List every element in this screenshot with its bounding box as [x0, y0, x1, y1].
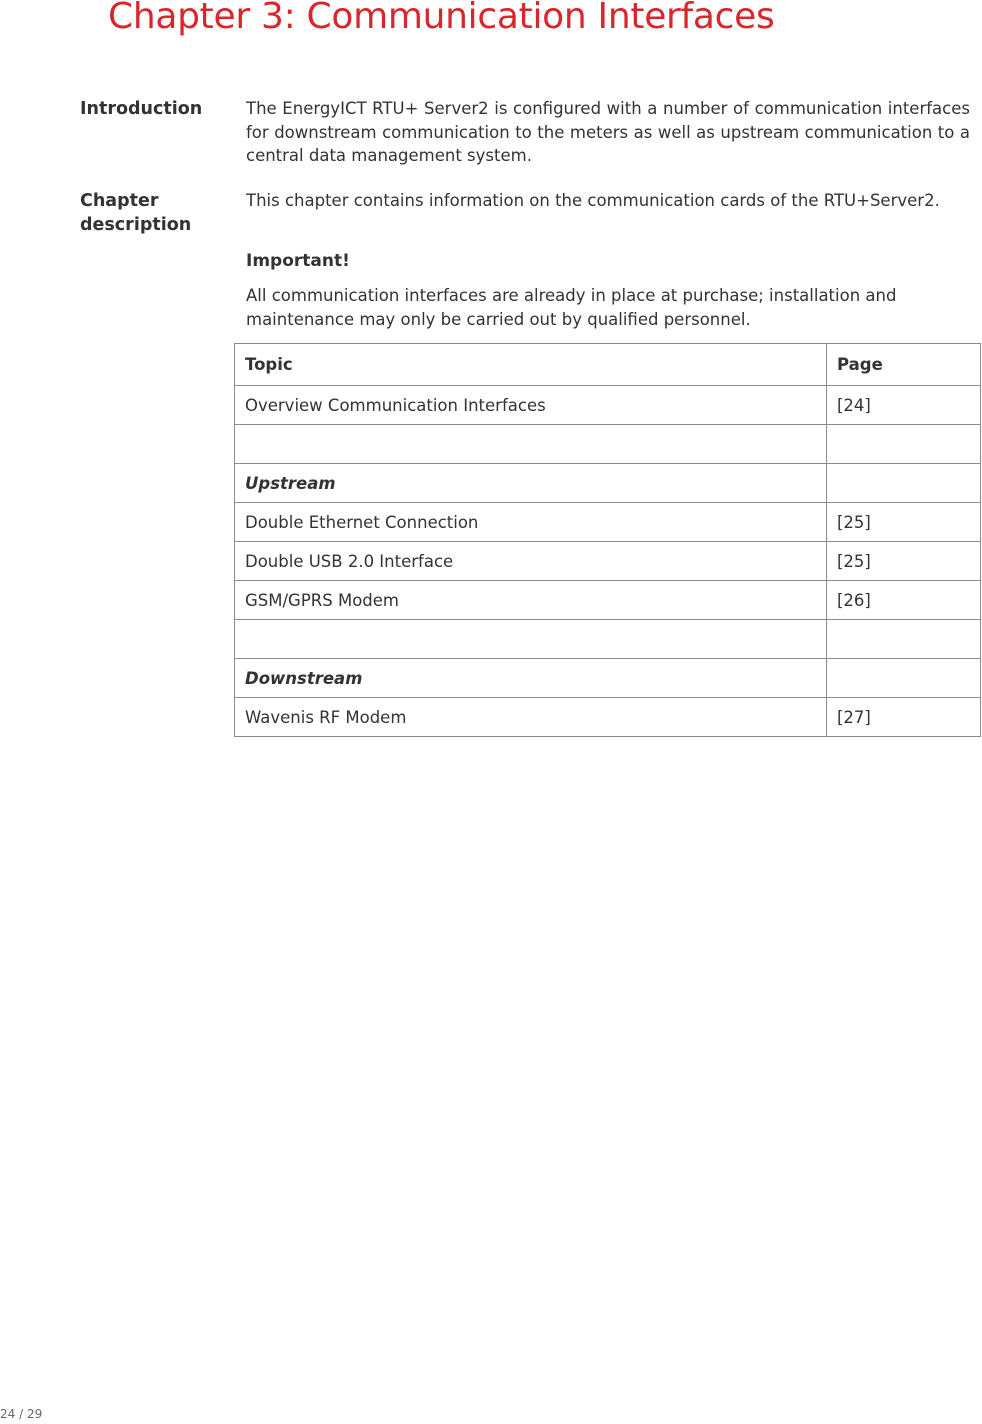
page-cell — [827, 425, 981, 464]
page-cell — [827, 620, 981, 659]
table-section-row — [235, 659, 981, 698]
table-row — [235, 581, 981, 620]
topic-cell — [235, 620, 827, 659]
page-cell — [827, 464, 981, 503]
page-cell — [827, 659, 981, 698]
topic-cell: Double USB 2.0 Interface — [235, 542, 827, 581]
topic-column-header: Topic — [235, 344, 827, 386]
table-row — [235, 425, 981, 464]
chapter-description-label-line1: Chapter — [80, 191, 159, 211]
introduction-label: Introduction — [80, 99, 203, 119]
chapter-title: Chapter 3: Communication Interfaces — [108, 0, 775, 37]
page-cell: [24] — [827, 386, 981, 425]
table-section-row — [235, 464, 981, 503]
page-column-header: Page — [827, 344, 981, 386]
table-row — [235, 698, 981, 737]
page-cell: [27] — [827, 698, 981, 737]
table-header-row — [235, 344, 981, 386]
chapter-description-text: This chapter contains information on the communication cards of the RTU+Server2. — [246, 191, 940, 210]
important-text: All communication interfaces are already in place at purchase; installation and maintenance may only be carried out by qualified personnel. — [246, 286, 897, 329]
chapter-description-label — [80, 189, 191, 237]
page-cell: [25] — [827, 503, 981, 542]
topics-table — [234, 343, 981, 737]
table-row — [235, 503, 981, 542]
page-number: 24 / 29 — [0, 1407, 43, 1421]
chapter-description-label-line2: description — [80, 215, 192, 235]
page-cell: [26] — [827, 581, 981, 620]
topics-table-body — [235, 386, 981, 737]
topic-cell: GSM/GPRS Modem — [235, 581, 827, 620]
topic-cell — [235, 425, 827, 464]
topic-cell: Overview Communication Interfaces — [235, 386, 827, 425]
table-row — [235, 620, 981, 659]
section-heading-cell: Upstream — [235, 464, 827, 503]
introduction-text: The EnergyICT RTU+ Server2 is configured with a number of communication interfaces for downstream communication to the meters as well as upstream communication to a central data management system. — [246, 99, 970, 165]
important-label: Important! — [246, 251, 350, 271]
table-row — [235, 542, 981, 581]
page-cell: [25] — [827, 542, 981, 581]
topic-cell: Double Ethernet Connection — [235, 503, 827, 542]
section-heading-cell: Downstream — [235, 659, 827, 698]
topic-cell: Wavenis RF Modem — [235, 698, 827, 737]
table-row — [235, 386, 981, 425]
